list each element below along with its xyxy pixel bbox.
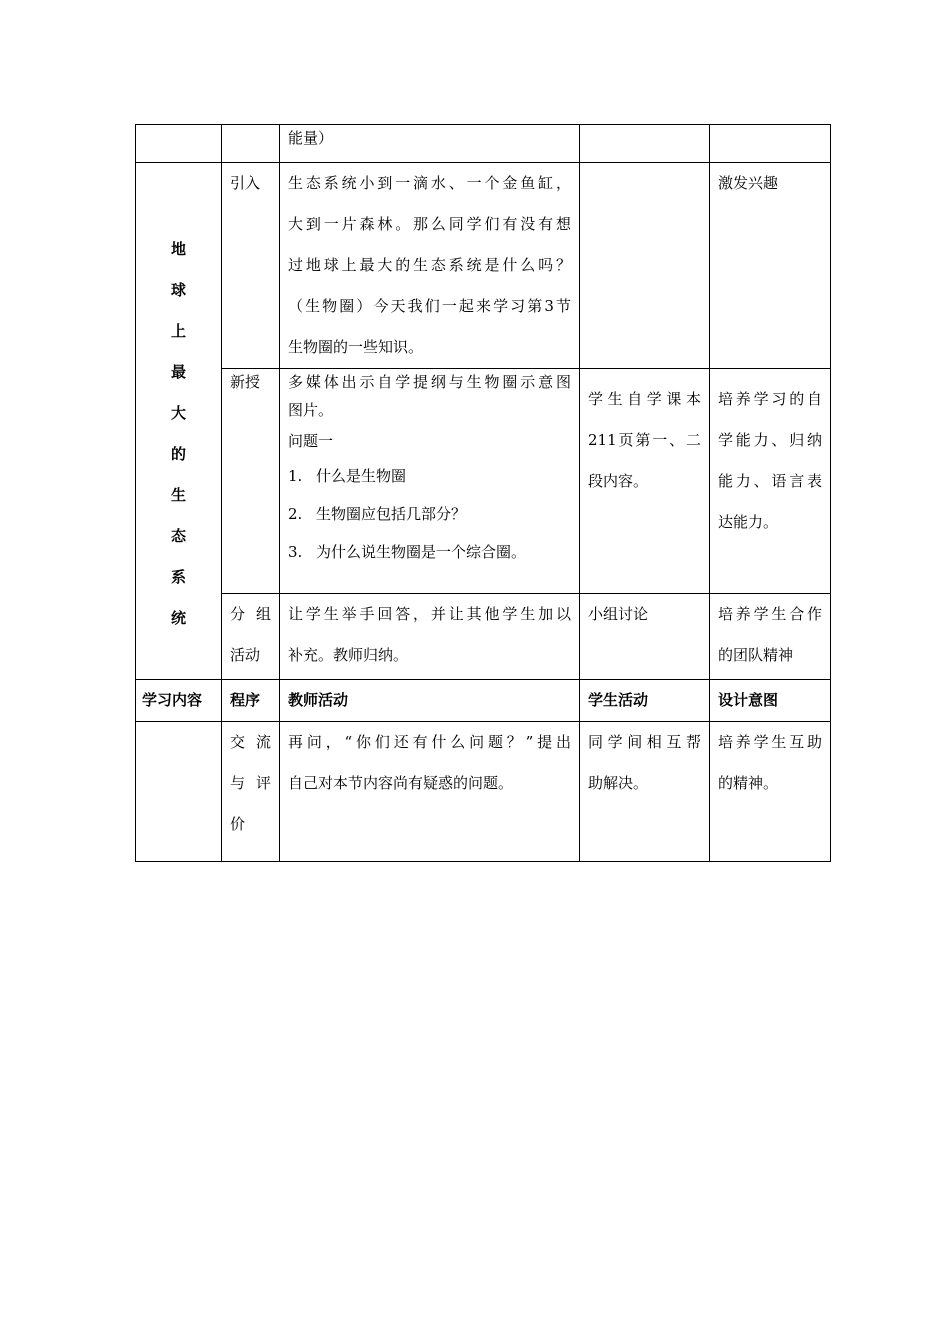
student-cell	[580, 722, 710, 862]
table-row	[136, 163, 831, 369]
student-line: 同学间相互帮	[588, 733, 701, 751]
title-char: 态	[170, 527, 186, 545]
teacher-line: 自己对本节内容尚有疑惑的问题。	[288, 774, 514, 792]
teacher-cell	[280, 125, 580, 163]
procedure-cell	[222, 125, 280, 163]
teacher-line: 大到一片森林。那么同学们有没有想	[288, 215, 571, 233]
step-line: 活动	[230, 646, 261, 664]
header-content: 学习内容	[136, 680, 222, 722]
student-text: 小组讨论	[588, 605, 649, 623]
title-char: 的	[170, 445, 186, 463]
intent-line: 的团队精神	[718, 646, 794, 664]
step-line: 价	[230, 815, 246, 833]
intent-line: 达能力。	[718, 513, 779, 531]
student-cell	[580, 594, 710, 680]
title-char: 地	[170, 240, 186, 258]
title-char: 大	[170, 404, 186, 422]
title-char: 最	[170, 363, 186, 381]
intent-line: 能力、语言表	[718, 472, 822, 490]
teacher-line: 过地球上最大的生态系统是什么吗？	[288, 256, 571, 274]
procedure-cell	[222, 163, 280, 369]
table-row	[136, 369, 831, 594]
intent-cell	[710, 369, 831, 594]
student-line: 211页第一、二	[588, 431, 701, 449]
procedure-cell	[222, 722, 280, 862]
content-cell	[136, 125, 222, 163]
title-char: 统	[170, 609, 186, 627]
procedure-cell	[222, 369, 280, 594]
student-cell	[580, 125, 710, 163]
step-label: 新授	[230, 373, 261, 391]
header-procedure: 程序	[222, 680, 280, 722]
student-line: 学生自学课本	[588, 390, 701, 408]
teacher-line: 问题一	[288, 432, 334, 450]
intent-line: 的精神。	[718, 774, 779, 792]
question-number: 3.	[288, 543, 303, 561]
title-char: 系	[170, 568, 186, 586]
student-line: 助解决。	[588, 774, 649, 792]
title-char: 生	[170, 486, 186, 504]
title-char: 上	[170, 322, 186, 340]
intent-line: 培养学生互助	[718, 733, 822, 751]
teacher-line: 生态系统小到一滴水、一个金鱼缸，	[288, 174, 571, 192]
step-label: 引入	[230, 174, 261, 192]
intent-cell	[710, 125, 831, 163]
intent-line: 培养学习的自	[718, 390, 822, 408]
teacher-line: 再问，“你们还有什么问题？”提出	[288, 733, 571, 751]
table-row	[136, 125, 831, 163]
title-char: 球	[170, 281, 186, 299]
question-number: 2.	[288, 505, 303, 523]
intent-cell	[710, 722, 831, 862]
student-cell	[580, 163, 710, 369]
intent-text: 激发兴趣	[718, 174, 779, 192]
teacher-line: 多媒体出示自学提纲与生物圈示意图	[288, 373, 571, 391]
table-row	[136, 594, 831, 680]
intent-cell	[710, 594, 831, 680]
teacher-cell	[280, 369, 580, 594]
header-intent: 设计意图	[710, 680, 831, 722]
step-line: 交 流	[230, 733, 271, 751]
content-cell	[136, 722, 222, 862]
teacher-line: 补充。教师归纳。	[288, 646, 409, 664]
header-row	[136, 680, 831, 722]
intent-line: 培养学生合作	[718, 605, 822, 623]
student-cell	[580, 369, 710, 594]
question-text: 什么是生物圈	[316, 467, 407, 485]
procedure-cell	[222, 594, 280, 680]
section-title	[136, 163, 222, 680]
question-number: 1.	[288, 467, 303, 485]
header-student: 学生活动	[580, 680, 710, 722]
teacher-cell	[280, 163, 580, 369]
table-row	[136, 722, 831, 862]
step-line: 与 评	[230, 774, 271, 792]
teacher-line: 让学生举手回答，并让其他学生加以	[288, 605, 571, 623]
teacher-text: 能量）	[288, 129, 334, 147]
intent-line: 学能力、归纳	[718, 431, 822, 449]
question-text: 生物圈应包括几部分？	[316, 505, 467, 523]
teacher-line: （生物圈）今天我们一起来学习第3节	[288, 297, 571, 315]
question-item	[288, 495, 571, 533]
teacher-cell	[280, 594, 580, 680]
lesson-plan-table	[135, 124, 831, 862]
teacher-line: 图片。	[288, 401, 334, 419]
question-item	[288, 533, 571, 571]
step-line: 分 组	[230, 605, 271, 623]
question-text: 为什么说生物圈是一个综合圈。	[316, 543, 527, 561]
header-teacher: 教师活动	[280, 680, 580, 722]
student-line: 段内容。	[588, 472, 649, 490]
teacher-line: 生物圈的一些知识。	[288, 338, 424, 356]
intent-cell	[710, 163, 831, 369]
teacher-cell	[280, 722, 580, 862]
question-item	[288, 457, 571, 495]
